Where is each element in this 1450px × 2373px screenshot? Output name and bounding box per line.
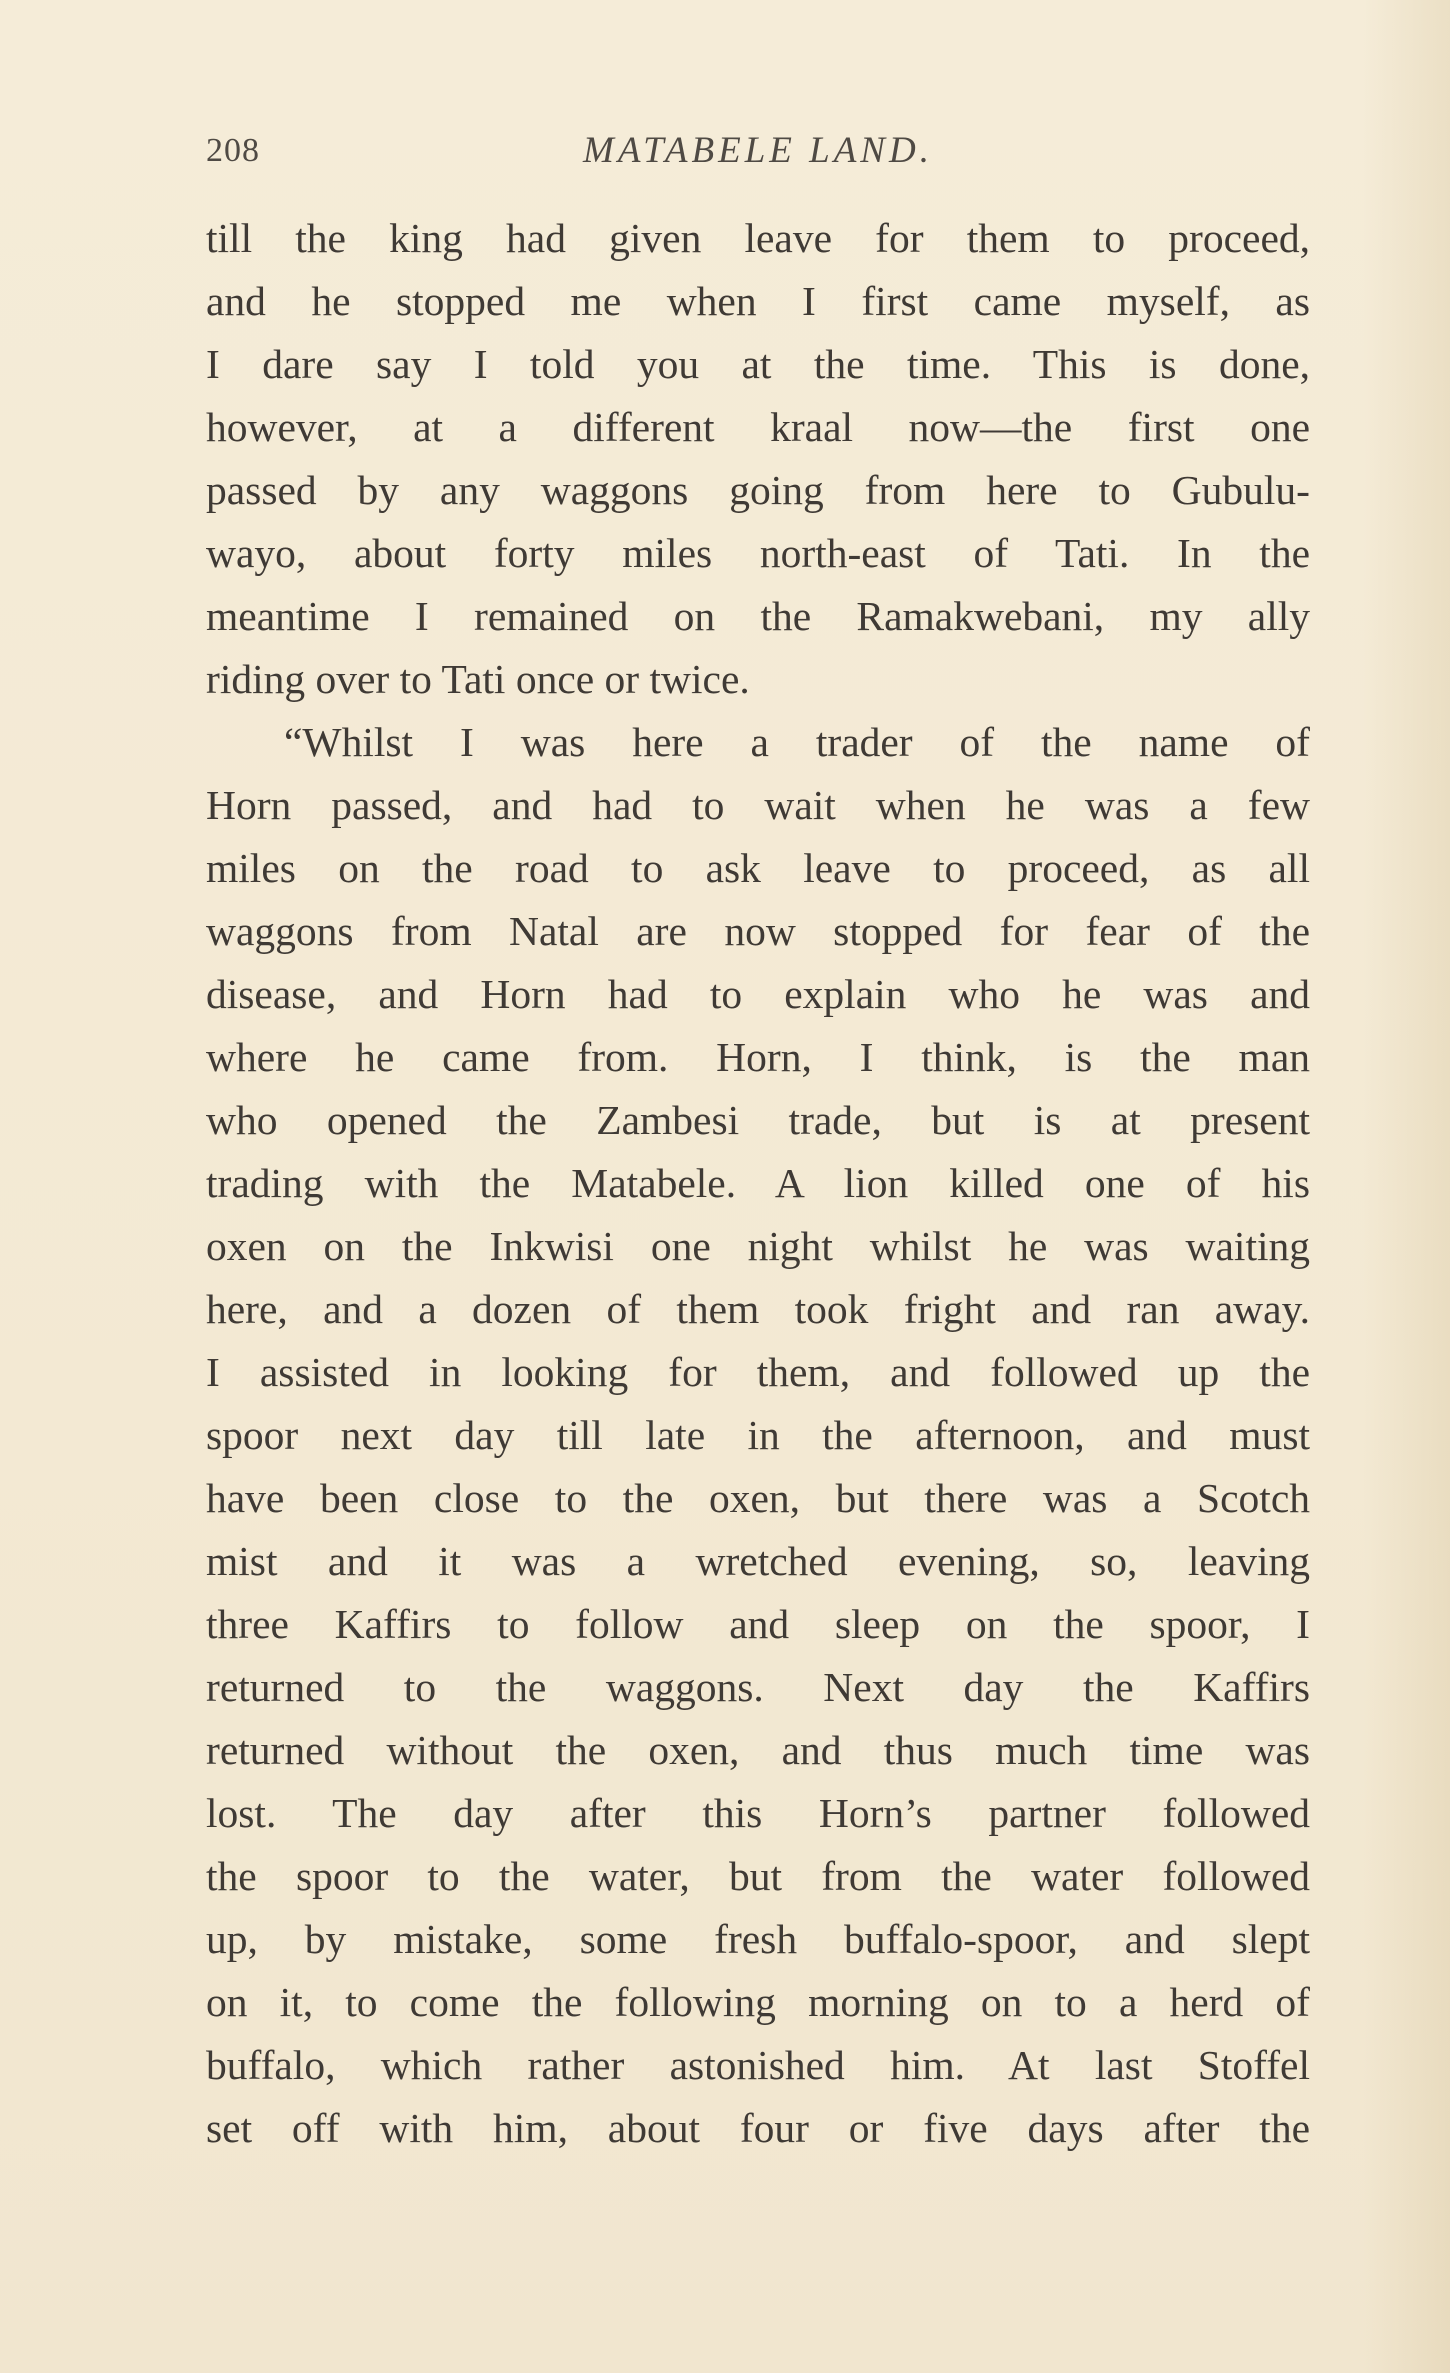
text-line: I assisted in looking for them, and followed up the <box>206 1349 1310 1395</box>
page-header <box>206 126 1310 176</box>
text-line: here, and a dozen of them took fright and ran away. <box>206 1286 1310 1332</box>
text-line: returned to the waggons. Next day the Kaffirs <box>206 1664 1310 1710</box>
text-line: riding over to Tati once or twice. <box>206 656 750 702</box>
text-line: and he stopped me when I first came myself, as <box>206 278 1310 324</box>
text-line: trading with the Matabele. A lion killed one of his <box>206 1160 1310 1206</box>
text-line: spoor next day till late in the afternoon, and must <box>206 1412 1310 1458</box>
text-line: returned without the oxen, and thus much time was <box>206 1727 1310 1773</box>
text-line: on it, to come the following morning on to a herd of <box>206 1979 1310 2025</box>
text-line: up, by mistake, some fresh buffalo-spoor, and slept <box>206 1916 1310 1962</box>
text-line: lost. The day after this Horn’s partner followed <box>206 1790 1310 1836</box>
text-line: disease, and Horn had to explain who he was and <box>206 971 1310 1017</box>
text-line: passed by any waggons going from here to Gubulu- <box>206 467 1310 513</box>
page-number: 208 <box>206 132 260 169</box>
text-line: where he came from. Horn, I think, is the man <box>206 1034 1310 1080</box>
text-line: set off with him, about four or five days after the <box>206 2105 1310 2151</box>
text-line: who opened the Zambesi trade, but is at present <box>206 1097 1310 1143</box>
text-line: however, at a different kraal now—the first one <box>206 404 1310 450</box>
text-line: Horn passed, and had to wait when he was a few <box>206 782 1310 828</box>
running-title: MATABELE LAND. <box>583 130 933 171</box>
text-line: mist and it was a wretched evening, so, leaving <box>206 1538 1310 1584</box>
text-line: three Kaffirs to follow and sleep on the spoor, I <box>206 1601 1310 1647</box>
text-line: “Whilst I was here a trader of the name of <box>284 719 1310 765</box>
text-line: I dare say I told you at the time. This is done, <box>206 341 1310 387</box>
text-line: oxen on the Inkwisi one night whilst he was waiting <box>206 1223 1310 1269</box>
text-line: miles on the road to ask leave to proceed, as all <box>206 845 1310 891</box>
text-line: meantime I remained on the Ramakwebani, my ally <box>206 593 1310 639</box>
text-line: have been close to the oxen, but there was a Scotch <box>206 1475 1310 1521</box>
text-line: till the king had given leave for them to proceed, <box>206 215 1310 261</box>
text-line: wayo, about forty miles north-east of Tati. In the <box>206 530 1310 576</box>
text-line: buffalo, which rather astonished him. At last Stoffel <box>206 2042 1310 2088</box>
body-text <box>206 207 1310 2160</box>
text-line: waggons from Natal are now stopped for fear of the <box>206 908 1310 954</box>
text-line: the spoor to the water, but from the water followed <box>206 1853 1310 1899</box>
